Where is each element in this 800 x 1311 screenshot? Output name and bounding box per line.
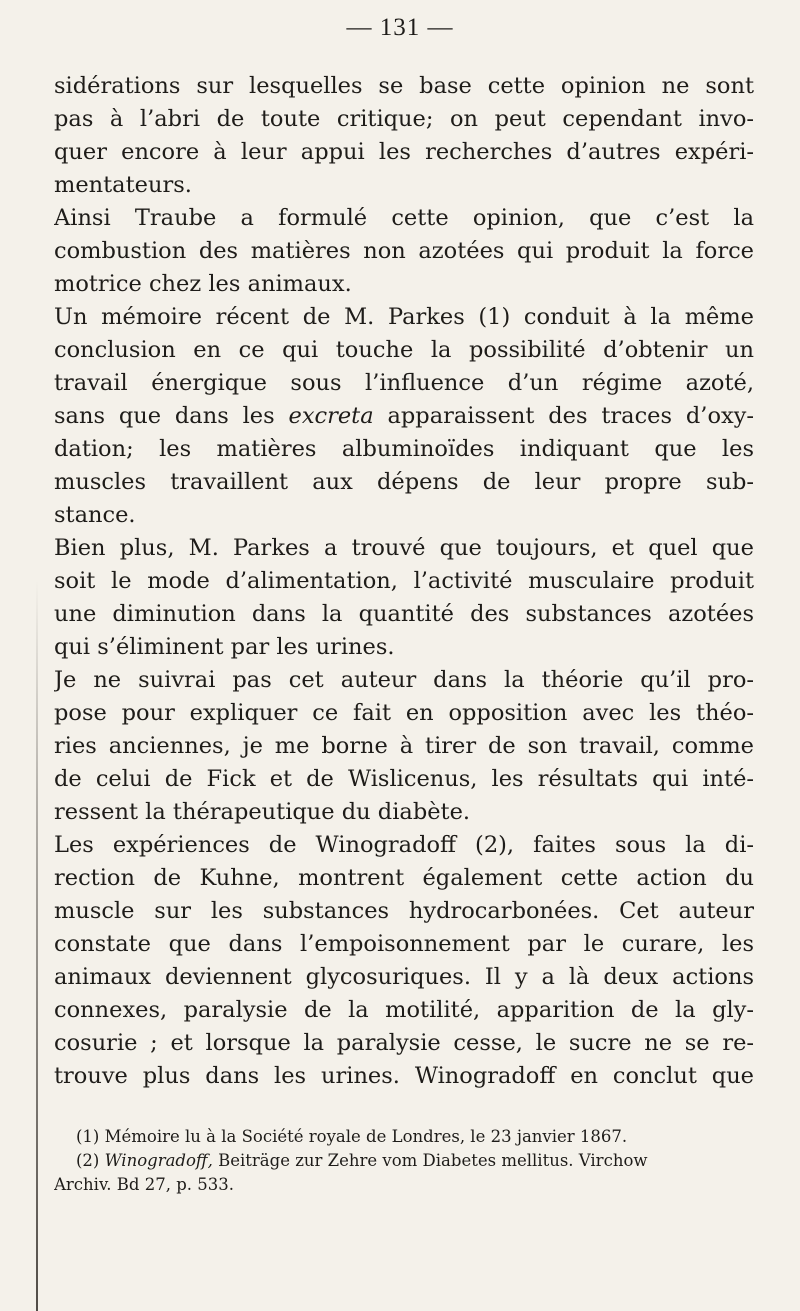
text-line: pas à l’abri de toute critique; on peut cependant invo- xyxy=(54,106,754,132)
text-line: constate que dans l’empoisonnement par le curare, les xyxy=(54,931,754,957)
page-number: — 131 — xyxy=(346,14,454,41)
text-line: dation; les matières albuminoïdes indiquant que les xyxy=(54,436,754,462)
text-line: trouve plus dans les urines. Winogradoff en conclut que xyxy=(54,1063,754,1089)
text-line: sidérations sur lesquelles se base cette opinion ne sont xyxy=(54,73,754,99)
footnote-2-continuation: Archiv. Bd 27, p. 533. xyxy=(54,1175,235,1194)
text-line: Un mémoire récent de M. Parkes (1) conduit à la même xyxy=(54,304,754,330)
text-line: de celui de Fick et de Wislicenus, les résultats qui inté- xyxy=(54,766,754,792)
text-line: connexes, paralysie de la motilité, apparition de la gly- xyxy=(54,997,754,1023)
text-line: mentateurs. xyxy=(54,172,192,198)
text-line: Je ne suivrai pas cet auteur dans la théorie qu’il pro- xyxy=(54,667,754,693)
footnotes xyxy=(54,1125,759,1197)
text-segment: sans que dans les xyxy=(54,403,289,429)
body-text xyxy=(54,70,754,1093)
text-segment: apparaissent des traces d’oxy- xyxy=(373,403,754,429)
text-line: pose pour expliquer ce fait en opposition avec les théo- xyxy=(54,700,754,726)
page-edge-shadow xyxy=(36,580,38,1311)
text-line: motrice chez les animaux. xyxy=(54,271,352,297)
text-line: animaux deviennent glycosuriques. Il y a là deux actions xyxy=(54,964,754,990)
text-line: ressent la thérapeutique du diabète. xyxy=(54,799,471,825)
text-line: rection de Kuhne, montrent également cette action du xyxy=(54,865,754,891)
footnote-2-author: Winogradoff, xyxy=(104,1151,213,1170)
text-line-with-italic xyxy=(54,400,754,433)
footnote-2 xyxy=(54,1149,759,1173)
italic-word: excreta xyxy=(288,403,374,429)
text-line: Les expériences de Winogradoff (2), faites sous la di- xyxy=(54,832,754,858)
text-line: muscles travaillent aux dépens de leur propre sub- xyxy=(54,469,754,495)
text-line: cosurie ; et lorsque la paralysie cesse, le sucre ne se re- xyxy=(54,1030,754,1056)
text-line: muscle sur les substances hydrocarbonées. Cet auteur xyxy=(54,898,754,924)
text-line: combustion des matières non azotées qui produit la force xyxy=(54,238,754,264)
text-line: quer encore à leur appui les recherches d’autres expéri- xyxy=(54,139,754,165)
text-line: ries anciennes, je me borne à tirer de son travail, comme xyxy=(54,733,754,759)
text-line: stance. xyxy=(54,502,136,528)
text-line: Ainsi Traube a formulé cette opinion, que c’est la xyxy=(54,205,754,231)
footnote-2-text: Beiträge zur Zehre vom Diabetes mellitus. Virchow xyxy=(212,1151,648,1170)
footnote-2-label: (2) xyxy=(76,1151,105,1170)
footnote-1: (1) Mémoire lu à la Société royale de Londres, le 23 janvier 1867. xyxy=(76,1127,628,1146)
text-line: travail énergique sous l’influence d’un régime azoté, xyxy=(54,370,754,396)
text-line: soit le mode d’alimentation, l’activité musculaire produit xyxy=(54,568,754,594)
text-line: Bien plus, M. Parkes a trouvé que toujours, et quel que xyxy=(54,535,754,561)
text-line: qui s’éliminent par les urines. xyxy=(54,634,395,660)
text-line: une diminution dans la quantité des substances azotées xyxy=(54,601,754,627)
text-line: conclusion en ce qui touche la possibilité d’obtenir un xyxy=(54,337,754,363)
